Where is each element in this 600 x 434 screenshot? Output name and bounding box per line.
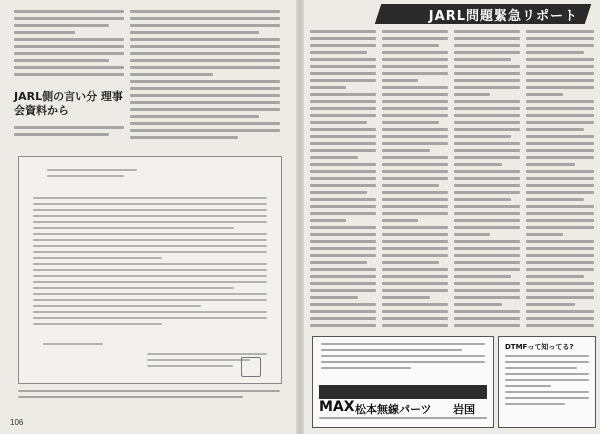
figure-caption [18,390,280,408]
header-title: JARL問題緊急リポート [428,9,578,24]
article-heading: JARL側の言い分 理事会資料から [14,90,123,117]
right-col4-text [526,30,594,330]
right-page [304,0,600,434]
left-page [0,0,296,434]
reproduced-document [18,156,282,384]
left-col1-top-text [14,10,124,80]
left-col2-text [130,10,280,146]
ad-dtmf [498,336,596,428]
right-col3-text [454,30,520,330]
right-col2-text [382,30,448,330]
ad-brand: MAX [319,399,355,415]
ad-dtmf-title: DTMFって知ってる? [505,343,574,351]
ad-shop-name: 松本無線パーツ [355,403,432,416]
ad-band [319,385,487,399]
right-col1-text [310,30,376,330]
page-number-left: 106 [10,418,24,427]
seal-stamp [241,357,261,377]
ad-shop-place: 岩国 [453,403,475,416]
ad-parts-shop [312,336,494,428]
spine-gutter [296,0,304,434]
left-col1-intro [14,126,124,146]
